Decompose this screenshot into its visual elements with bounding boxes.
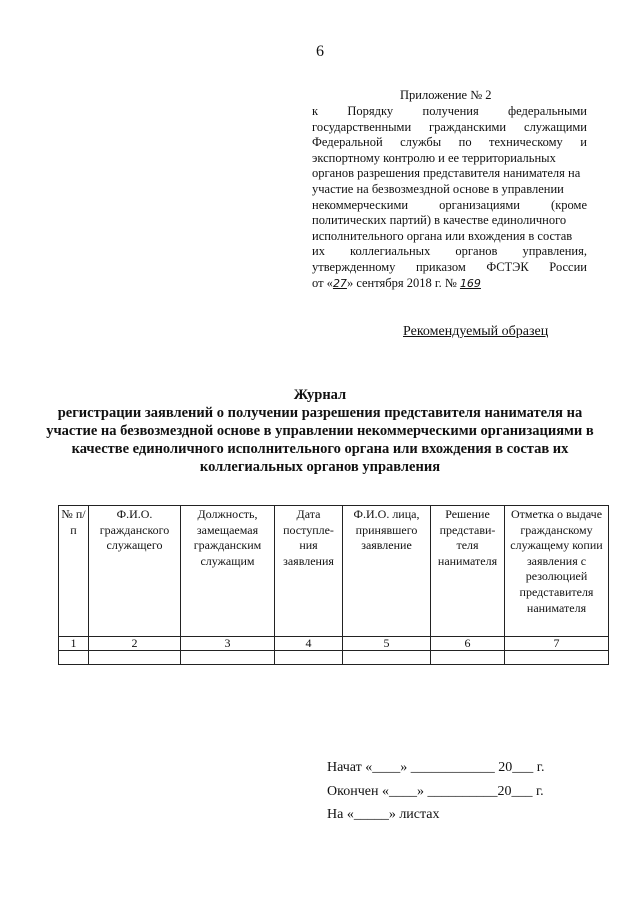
appendix-line: органов разрешения представителя нанимателя на — [312, 166, 581, 181]
column-number: 3 — [181, 637, 275, 651]
appendix-line: исполнительного органа или вхождения в состав — [312, 228, 573, 243]
table-header-row — [59, 506, 609, 637]
journal-title: Журнал — [293, 387, 347, 403]
table-cell — [431, 651, 505, 665]
journal-dates — [327, 756, 544, 804]
column-number: 6 — [431, 637, 505, 651]
column-number: 4 — [275, 637, 343, 651]
column-number: 2 — [89, 637, 181, 651]
appendix-line: к Порядку получения федеральными — [312, 104, 587, 118]
column-header: № п/п — [59, 506, 89, 637]
table-cell — [275, 651, 343, 665]
appendix-line: участие на безвозмездной основе в управлении — [312, 181, 564, 196]
table-cell — [89, 651, 181, 665]
finished-line: Окончен «____» __________20___ г. — [327, 784, 544, 799]
table-row — [59, 651, 609, 665]
appendix-line: их коллегиальных органов управления, — [312, 244, 587, 259]
table-row — [59, 637, 609, 651]
table-cell — [181, 651, 275, 665]
column-header: Ф.И.О. гражданского служащего — [89, 506, 181, 637]
handwritten-day: 27 — [332, 276, 347, 290]
column-header: Дата поступле-ния заявления — [275, 506, 343, 637]
appendix-line: некоммерческими организациями (кроме — [312, 197, 587, 212]
column-header: Должность, замещаемая гражданским служащим — [181, 506, 275, 637]
sheets-line: На «_____» листах — [327, 807, 440, 822]
column-number: 7 — [505, 637, 609, 651]
appendix-line: политических партий) в качестве единоличного — [312, 213, 567, 228]
appendix-reference — [312, 104, 587, 291]
column-number: 5 — [343, 637, 431, 651]
column-header: Отметка о выдаче гражданскому служащему копии заявления с резолюцией представителя нанимателя — [505, 506, 609, 637]
appendix-line: Федеральной службы по техническому и — [312, 135, 587, 150]
registration-table — [58, 505, 609, 665]
recommended-sample-label: Рекомендуемый образец — [403, 324, 549, 339]
page-number: 6 — [316, 43, 324, 60]
order-date-line: от « 27 » сентября 2018 г. № 169 — [312, 275, 481, 290]
appendix-heading: Приложение № 2 — [400, 88, 492, 102]
appendix-line: утвержденному приказом ФСТЭК России — [312, 259, 587, 274]
appendix-line: государственными гражданскими служащими — [312, 119, 587, 134]
table-cell — [505, 651, 609, 665]
journal-subtitle: регистрации заявлений о получении разрешения представителя нанимателя на участие на безвозмездной основе в управлении некоммерческими организациями в качестве единоличного исполнительного органа или вхождения в состав их коллегиальных органов управления — [46, 405, 594, 475]
column-header: Решение представи-теля нанимателя — [431, 506, 505, 637]
started-line: Начат «____» ____________ 20___ г. — [327, 760, 545, 775]
appendix-line: экспортному контролю и ее территориальных — [312, 150, 556, 165]
handwritten-order-number: 169 — [459, 276, 481, 290]
table-cell — [59, 651, 89, 665]
column-header: Ф.И.О. лица, принявшего заявление — [343, 506, 431, 637]
column-number: 1 — [59, 637, 89, 651]
table-cell — [343, 651, 431, 665]
